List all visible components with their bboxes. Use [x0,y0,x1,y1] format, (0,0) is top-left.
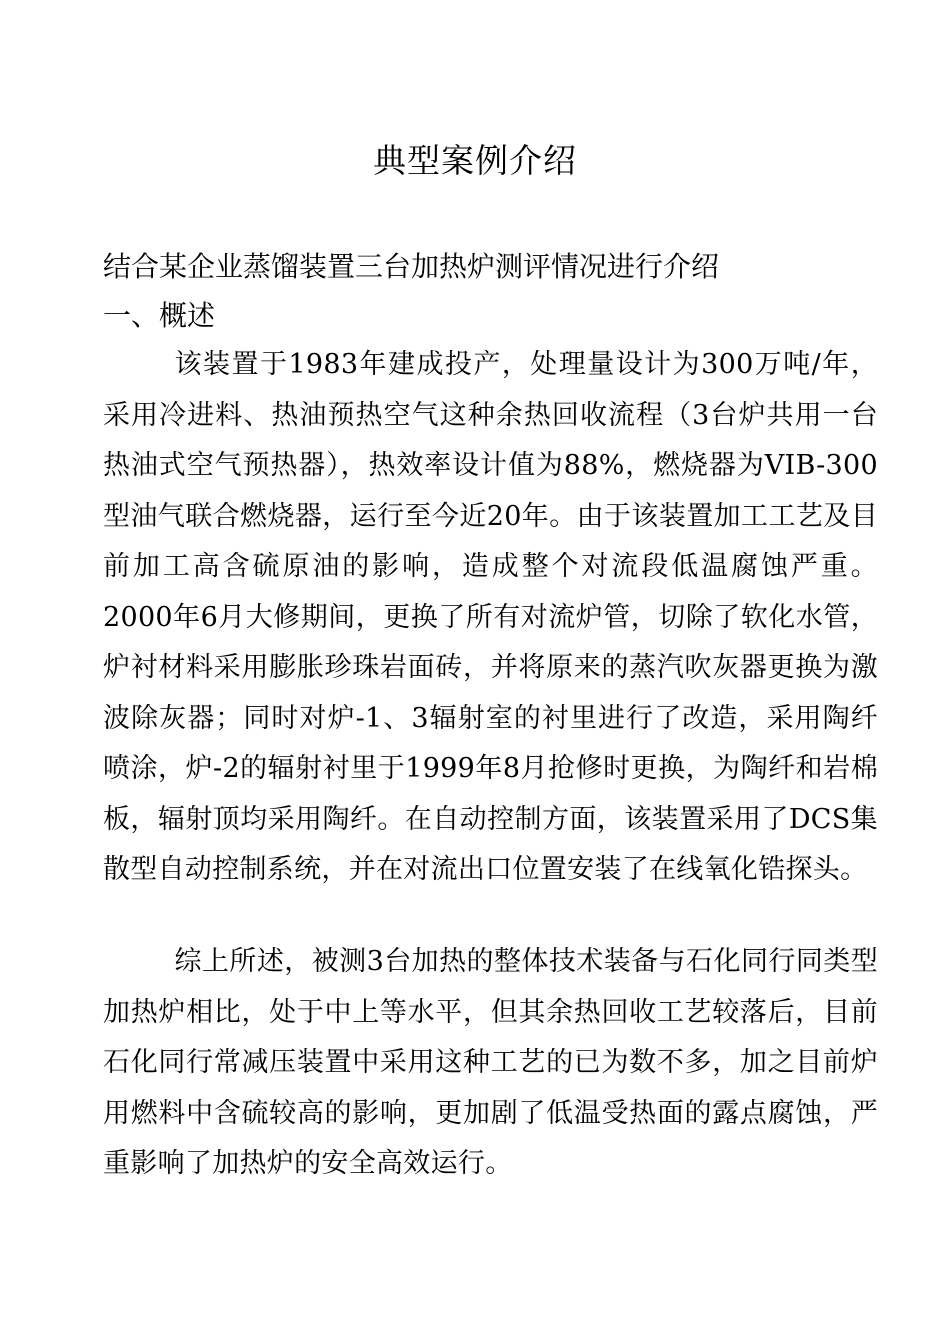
document-title: 典型案例介绍 [373,141,577,180]
paragraph-summary: 综上所述，被测3台加热的整体技术装备与石化同行同类型加热炉相比，处于中上等水平，但其余热回收工艺较落后，目前石化同行常减压装置中采用这种工艺的已为数不多，加之目前炉用燃料中含硫较高的影响，更加剧了低温受热面的露点腐蚀，严重影响了加热炉的安全高效运行。 [103,946,878,1179]
paragraph-overview: 该装置于1983年建成投产，处理量设计为300万吨/年，采用冷进料、热油预热空气这种余热回收流程（3台炉共用一台热油式空气预热器），热效率设计值为88%，燃烧器为VIB-300型油气联合燃烧器，运行至今近20年。由于该装置加工工艺及目前加工高含硫原油的影响，造成整个对流段低温腐蚀严重。2000年6月大修期间，更换了所有对流炉管，切除了软化水管，炉衬材料采用膨胀珍珠岩面砖，并将原来的蒸汽吹灰器更换为激波除灰器；同时对炉-1、3辐射室的衬里进行了改造，采用陶纤喷涂，炉-2的辐射衬里于1999年8月抢修时更换，为陶纤和岩棉板，辐射顶均采用陶纤。在自动控制方面，该装置采用了DCS集散型自动控制系统，并在对流出口位置安装了在线氧化锆探头。 [103,349,878,885]
section-heading: 一、概述 [103,299,216,332]
document-subtitle: 结合某企业蒸馏装置三台加热炉测评情况进行介绍 [103,250,720,283]
